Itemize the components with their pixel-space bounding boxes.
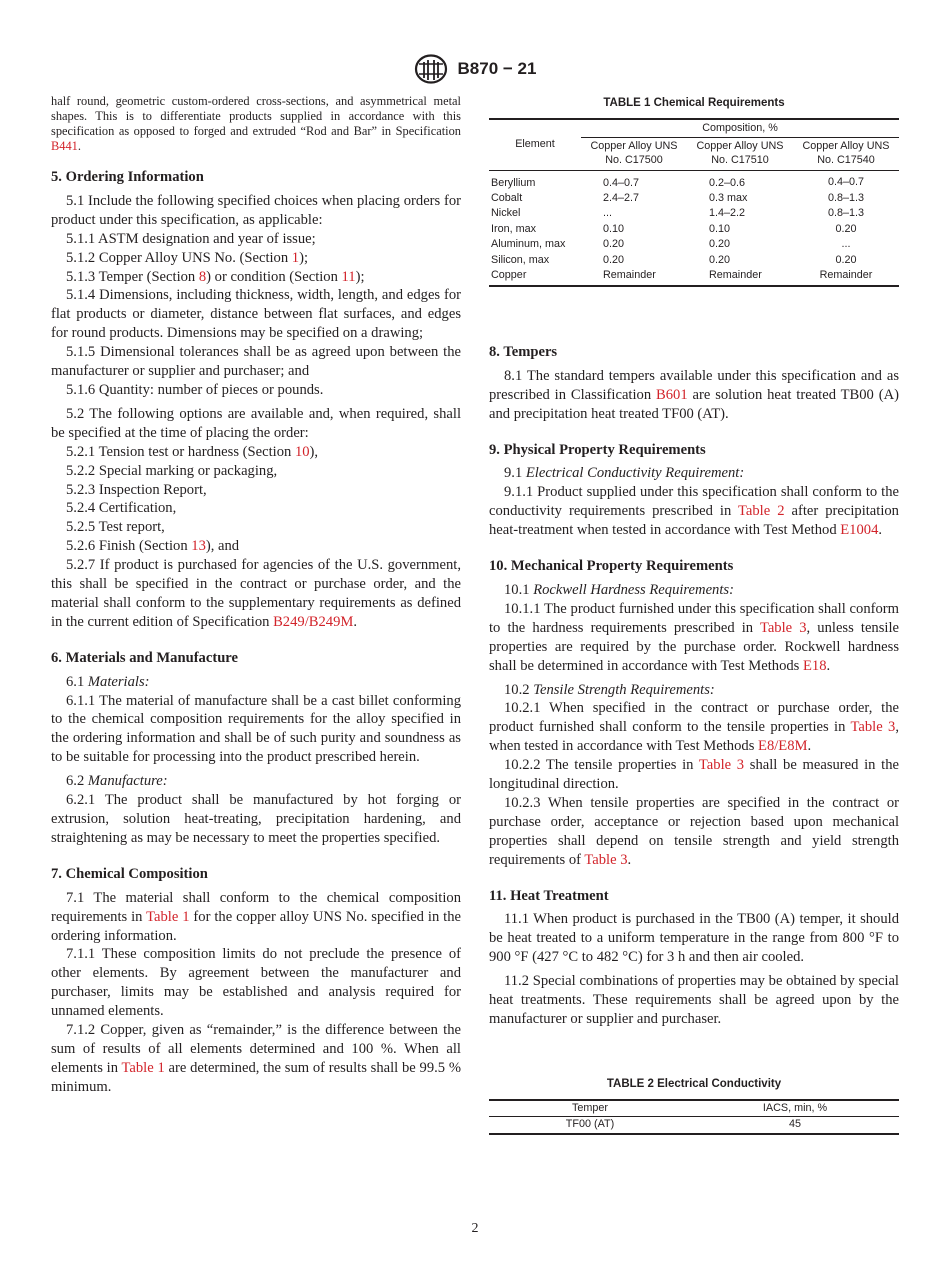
value-cell: 0.20 [603, 253, 625, 266]
alloy-c17500-header: Copper Alloy UNS No. C17500 [590, 140, 678, 166]
para-5-2: 5.2 The following options are available and, when required, shall be specified at the time of placing the order: [51, 405, 461, 441]
astm-logo-icon [414, 54, 448, 84]
para-5-1-4: 5.1.4 Dimensions, including thickness, width, length, and edges for flat products or diameter, distance between flat surfaces, and edges for round products. Dimensions may be specified on a drawing; [51, 287, 461, 342]
para-10-1: 10.1 Rockwell Hardness Requirements: [504, 581, 734, 598]
document-designation: B870 − 21 [457, 59, 537, 78]
ref-e18-link[interactable]: E18 [803, 657, 827, 674]
section-6-heading: 6. Materials and Manufacture [51, 649, 238, 666]
section-11-heading: 11. Heat Treatment [489, 887, 609, 904]
value-cell: 0.3 max [709, 191, 748, 204]
para-10-1-1: 10.1.1 The product furnished under this specification shall conform to the hardness requirements prescribed in Table 3, unless tensile properties are required by the purchase order. Rockwell hardness shall be determined in accordance with Test Methods E18. [489, 600, 899, 674]
alloy-c17540-header: Copper Alloy UNS No. C17540 [802, 140, 890, 166]
value-cell: 0.4–0.7 [827, 176, 865, 189]
para-7-1: 7.1 The material shall conform to the chemical composition requirements in Table 1 for the copper alloy UNS No. specified in the ordering information. [51, 889, 461, 944]
section-10-heading: 10. Mechanical Property Requirements [489, 558, 734, 575]
element-cell: Iron, max [491, 222, 537, 235]
ref-section-1-link[interactable]: 1 [291, 249, 300, 266]
ref-table-3-link[interactable]: Table 3 [698, 757, 745, 774]
para-6-2-1: 6.2.1 The product shall be manufactured by hot forging or extrusion, solution heat-treating, precipitation hardening, and straightening as may be necessary to meet the properties specified. [51, 792, 461, 846]
chemical-requirements-table [489, 118, 899, 287]
table-row [489, 206, 899, 222]
ref-section-11-link[interactable]: 11 [341, 268, 356, 285]
para-5-1-5: 5.1.5 Dimensional tolerances shall be as agreed upon between the manufacturer or supplier and purchaser; and [51, 344, 461, 380]
iacs-column-header: IACS, min, % [762, 1101, 828, 1114]
table-2-caption: TABLE 2 Electrical Conductivity [606, 1077, 782, 1090]
value-cell: 0.20 [709, 253, 731, 266]
element-cell: Nickel [491, 207, 521, 220]
table-row [489, 253, 899, 269]
ref-e1004-link[interactable]: E1004 [840, 522, 879, 539]
para-10-2: 10.2 Tensile Strength Requirements: [504, 681, 715, 698]
element-cell: Copper [491, 268, 527, 281]
element-cell: Cobalt [491, 191, 523, 204]
para-11-1: 11.1 When product is purchased in the TB00 (A) temper, it should be heat treated to a uniform temperature in the range from 800 °F to 900 °F (427 °C to 482 °C) for 3 h and then air cooled. [489, 911, 899, 966]
value-cell: Remainder [603, 268, 656, 281]
table-row [489, 1117, 899, 1134]
para-5-1-3: 5.1.3 Temper (Section 8) or condition (Section 11); [66, 268, 365, 285]
para-5-1: 5.1 Include the following specified choices when placing orders for product under this specification, as applicable: [51, 192, 461, 228]
ref-section-10-link[interactable]: 10 [294, 443, 310, 460]
para-5-1-2: 5.1.2 Copper Alloy UNS No. (Section 1); [66, 249, 309, 266]
value-cell: 0.8–1.3 [827, 207, 865, 220]
value-cell: 0.10 [603, 222, 625, 235]
value-cell: 1.4–2.2 [709, 207, 746, 220]
page-header [0, 54, 950, 84]
para-5-2-1: 5.2.1 Tension test or hardness (Section 10), [66, 443, 319, 460]
ref-table-3-link[interactable]: Table 3 [759, 619, 807, 636]
temper-column-header: Temper [571, 1101, 608, 1114]
section-5-heading: 5. Ordering Information [51, 169, 204, 185]
ref-table-3-link[interactable]: Table 3 [850, 719, 896, 736]
composition-group-header: Composition, % [581, 119, 899, 138]
table-1-caption: TABLE 1 Chemical Requirements [603, 97, 785, 109]
table-row [489, 222, 899, 238]
para-5-2-6: 5.2.6 Finish (Section 13), and [66, 538, 240, 555]
para-9-1: 9.1 Electrical Conductivity Requirement: [504, 465, 745, 482]
para-10-2-2: 10.2.2 The tensile properties in Table 3 shall be measured in the longitudinal direction. [489, 757, 899, 793]
para-5-1-6: 5.1.6 Quantity: number of pieces or pounds. [66, 381, 324, 398]
para-7-1-2: 7.1.2 Copper, given as “remainder,” is the difference between the sum of results of all elements determined and 100 %. When all elements in Table 1 are determined, the sum of results shall be 99.5 % minimum. [51, 1022, 461, 1095]
value-cell: ... [841, 238, 851, 251]
value-cell: 0.10 [709, 222, 731, 235]
value-cell: ... [603, 207, 612, 220]
ref-b249-link[interactable]: B249/B249M [273, 613, 354, 630]
value-cell: 0.4–0.7 [603, 177, 640, 190]
para-5-2-3: 5.2.3 Inspection Report, [66, 481, 207, 498]
section-8-heading: 8. Tempers [489, 343, 558, 360]
section-9-heading: 9. Physical Property Requirements [489, 441, 706, 458]
table-row [489, 237, 899, 253]
element-column-header: Element [489, 119, 581, 171]
ref-table-1-link[interactable]: Table 1 [121, 1059, 165, 1076]
ref-b441-link[interactable]: B441 [51, 139, 78, 153]
para-5-2-7: 5.2.7 If product is purchased for agencies of the U.S. government, this shall be specified in the contract or purchase order, and the material shall conform to the supplementary requirements as defined in the current edition of Specification B249/B249M. [51, 557, 461, 630]
para-8-1: 8.1 The standard tempers available under this specification and as prescribed in Classification B601 are solution heat treated TB00 (A) and precipitation heat treated TF00 (AT). [489, 367, 899, 422]
element-cell: Aluminum, max [491, 238, 566, 251]
value-cell: 0.8–1.3 [827, 191, 865, 204]
value-cell: Remainder [709, 268, 762, 281]
ref-table-2-link[interactable]: Table 2 [738, 503, 785, 520]
para-6-2: 6.2 Manufacture: [66, 773, 168, 790]
table-row [489, 171, 899, 191]
para-11-2: 11.2 Special combinations of properties may be obtained by special heat treatments. These requirements shall be agreed upon by the manufacturer or supplier and purchaser. [489, 973, 899, 1027]
para-6-1: 6.1 Materials: [66, 673, 150, 690]
ref-section-13-link[interactable]: 13 [191, 538, 206, 555]
para-5-2-5: 5.2.5 Test report, [66, 519, 165, 536]
section-7-heading: 7. Chemical Composition [51, 865, 208, 882]
alloy-c17510-header: Copper Alloy UNS No. C17510 [696, 140, 784, 166]
page-number: 2 [471, 1221, 479, 1236]
para-10-2-3: 10.2.3 When tensile properties are specified in the contract or purchase order, acceptance or rejection based upon mechanical properties shall depend on tensile strength and yield strength requirements of Table 3. [489, 794, 899, 868]
para-9-1-1: 9.1.1 Product supplied under this specification shall conform to the conductivity requirements prescribed in Table 2 after precipitation heat-treatment when tested in accordance with Test Method E1004. [489, 484, 899, 539]
ref-table-1-link[interactable]: Table 1 [146, 908, 190, 925]
ref-section-8-link[interactable]: 8 [198, 268, 207, 285]
temper-cell: TF00 (AT) [565, 1118, 615, 1131]
right-column [489, 94, 899, 1135]
ref-e8-link[interactable]: E8/E8M [758, 738, 808, 755]
element-cell: Silicon, max [491, 253, 550, 266]
para-6-1-1: 6.1.1 The material of manufacture shall be a cast billet conforming to the chemical composition requirements for the alloy specified in the ordering information and shall be of such purity and soundness as to be suitable for processing into the product prescribed herein. [51, 692, 461, 766]
electrical-conductivity-table [489, 1099, 899, 1135]
value-cell: 0.2–0.6 [709, 177, 746, 190]
value-cell: 0.20 [709, 238, 731, 251]
value-cell: 2.4–2.7 [603, 191, 640, 204]
para-5-1-1: 5.1.1 ASTM designation and year of issue; [66, 230, 316, 247]
ref-table-3-link[interactable]: Table 3 [584, 851, 628, 868]
element-cell: Beryllium [491, 177, 536, 190]
value-cell: 0.20 [835, 253, 857, 266]
value-cell: 0.20 [835, 222, 857, 235]
para-7-1-1: 7.1.1 These composition limits do not preclude the presence of other elements. By agreement between the manufacturer and purchaser, limits may be established and analysis required for unnamed elements. [51, 946, 461, 1020]
table-row [489, 191, 899, 207]
value-cell: Remainder [819, 269, 873, 282]
para-5-2-4: 5.2.4 Certification, [66, 500, 177, 517]
para-5-2-2: 5.2.2 Special marking or packaging, [66, 462, 278, 479]
intro-paragraph: half round, geometric custom-ordered cross-sections, and asymmetrical metal shapes. This is to differentiate products supplied in accordance with this specification as opposed to forged and extruded “Rod and Bar” in Specification B441. [51, 94, 461, 153]
value-cell: 0.20 [603, 238, 625, 251]
table-row [489, 268, 899, 286]
left-column [51, 94, 461, 1097]
para-10-2-1: 10.2.1 When specified in the contract or purchase order, the product furnished shall conform to the tensile properties in Table 3, when tested in accordance with Test Methods E8/E8M. [489, 700, 899, 755]
iacs-cell: 45 [788, 1118, 801, 1131]
ref-b601-link[interactable]: B601 [656, 386, 688, 403]
